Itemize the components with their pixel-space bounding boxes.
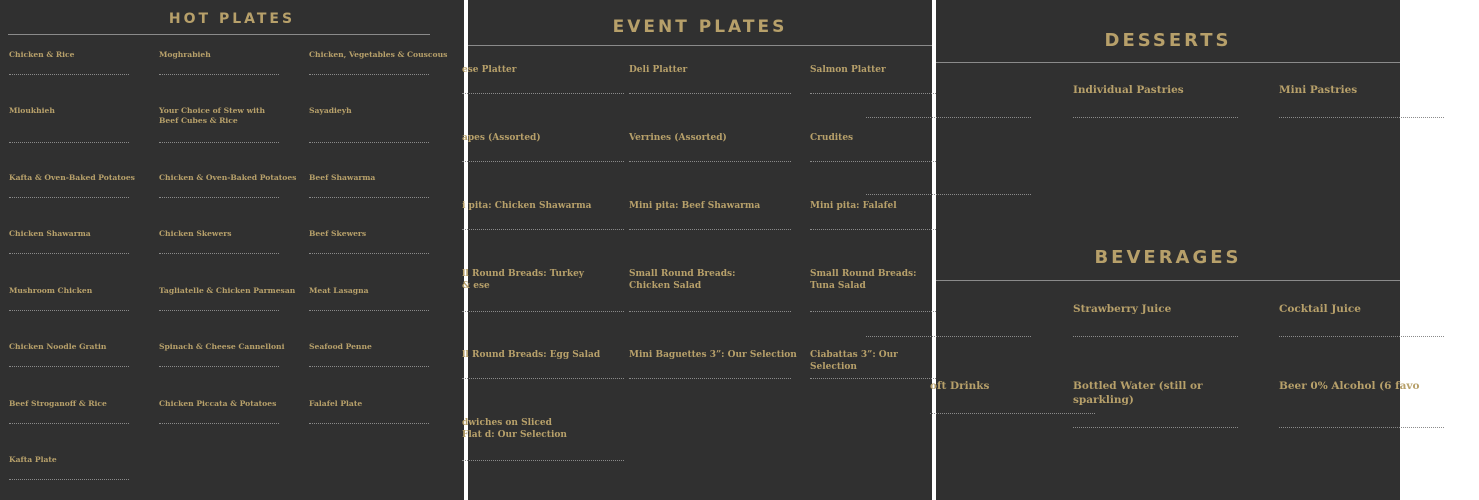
menu-item-label: Salmon Platter (810, 65, 886, 75)
menu-item (9, 106, 149, 116)
dotted-line (629, 161, 791, 162)
menu-item (9, 286, 149, 296)
dotted-line (9, 253, 129, 254)
hot-plates-divider (8, 34, 430, 35)
dotted-line (462, 161, 624, 162)
menu-item (9, 455, 149, 465)
menu-item (9, 50, 149, 60)
menu-item (309, 286, 449, 296)
dotted-line (159, 253, 279, 254)
menu-item-label: Beef Skewers (309, 229, 367, 238)
menu-item (159, 286, 299, 296)
dotted-line (462, 229, 624, 230)
menu-item-label: Ciabattas 3”: Our Selection (810, 350, 898, 373)
desserts-heading: DESSERTS (1104, 30, 1232, 51)
desserts-beverages-panel (930, 0, 1420, 500)
dotted-line (930, 413, 1095, 414)
dotted-line (866, 117, 1031, 118)
menu-item (462, 64, 632, 76)
hot-plates-heading: HOT PLATES (168, 11, 296, 27)
menu-item (309, 106, 449, 116)
menu-item-label: Cocktail Juice (1279, 303, 1361, 315)
menu-item (629, 200, 799, 212)
menu-item-label: Beef Stroganoff & Rice (9, 399, 107, 408)
dotted-line (159, 310, 279, 311)
menu-item-label: Verrines (Assorted) (629, 133, 727, 143)
dotted-line (1279, 336, 1444, 337)
menu-item-label: Moghrabieh (159, 50, 211, 59)
beverages-divider (936, 280, 1400, 281)
menu-item-label: Chicken Piccata & Potatoes (159, 399, 277, 408)
dotted-line (9, 366, 129, 367)
dotted-line (1279, 427, 1444, 428)
menu-item-label: Sayadieyh (309, 106, 352, 115)
menu-item-label: Falafel Plate (309, 399, 363, 408)
dotted-line (159, 366, 279, 367)
menu-item (462, 349, 632, 361)
menu-item (1279, 379, 1479, 393)
menu-item-label: Individual Pastries (1073, 84, 1184, 96)
menu-item-label: dwiches on Sliced Flat d: Our Selection (462, 418, 567, 441)
dotted-line (629, 93, 791, 94)
menu-item-label: oft Drinks (930, 380, 990, 392)
menu-item (1073, 302, 1273, 316)
event-plates-divider (468, 45, 932, 46)
menu-item-label: Chicken Noodle Gratin (9, 342, 107, 351)
beverages-heading: BEVERAGES (1094, 247, 1242, 268)
menu-item (159, 342, 299, 352)
menu-item (9, 342, 149, 352)
menu-item (462, 417, 572, 441)
dotted-line (309, 366, 429, 367)
menu-item-label: Mini pita: Falafel (810, 201, 897, 211)
menu-item (810, 349, 935, 373)
menu-item (309, 229, 449, 239)
menu-item-label: Meat Lasagna (309, 286, 369, 295)
dotted-line (462, 378, 624, 379)
menu-item (462, 268, 592, 292)
menu-item-label: Bottled Water (still or sparkling) (1073, 380, 1203, 407)
menu-item-label: Mini Baguettes 3”: Our Selection (629, 350, 797, 360)
menu-item (462, 132, 632, 144)
menu-item (1279, 83, 1479, 97)
menu-item-label: Chicken Shawarma (9, 229, 91, 238)
dotted-line (9, 310, 129, 311)
dotted-line (9, 479, 129, 480)
dotted-line (309, 253, 429, 254)
dotted-line (462, 311, 624, 312)
menu-item-label: Beef Shawarma (309, 173, 376, 182)
dotted-line (9, 423, 129, 424)
menu-item (309, 173, 449, 183)
menu-item (629, 132, 799, 144)
menu-item (810, 268, 935, 292)
menu-item (629, 349, 799, 361)
dotted-line (462, 93, 624, 94)
dotted-line (1279, 117, 1444, 118)
menu-item-label: Deli Platter (629, 65, 688, 75)
dotted-line (159, 142, 279, 143)
menu-item-label: Your Choice of Stew with Beef Cubes & Rice (159, 106, 266, 126)
menu-item (309, 342, 449, 352)
dotted-line (1073, 117, 1238, 118)
menu-item (1279, 302, 1479, 316)
menu-item-label: Beer 0% Alcohol (6 favo (1279, 380, 1420, 392)
menu-item-label: Mloukhieh (9, 106, 55, 115)
menu-item-label: Kafta & Oven-Baked Potatoes (9, 173, 135, 182)
menu-item-label: Chicken Skewers (159, 229, 232, 238)
menu-item-label: ll Round Breads: Egg Salad (462, 350, 601, 360)
menu-item (9, 229, 149, 239)
menu-item-label: i pita: Chicken Shawarma (462, 201, 592, 211)
menu-item (1073, 379, 1213, 407)
menu-item-label: Tagliatelle & Chicken Parmesan (159, 286, 296, 295)
menu-item-label: Small Round Breads: Chicken Salad (629, 269, 736, 292)
dotted-line (1073, 336, 1238, 337)
menu-item-label: Strawberry Juice (1073, 303, 1172, 315)
dotted-line (462, 460, 624, 461)
menu-item-label: Mini pita: Beef Shawarma (629, 201, 761, 211)
menu-item (159, 229, 299, 239)
dotted-line (309, 423, 429, 424)
dotted-line (9, 197, 129, 198)
event-plates-panel (462, 0, 932, 500)
dotted-line (159, 197, 279, 198)
menu-item-label: Chicken, Vegetables & Couscous (309, 50, 448, 59)
menu-item-label: Mushroom Chicken (9, 286, 93, 295)
menu-item (629, 268, 779, 292)
menu-item-label: Chicken & Rice (9, 50, 75, 59)
dotted-line (159, 74, 279, 75)
dotted-line (159, 423, 279, 424)
desserts-divider (936, 62, 1400, 63)
dotted-line (629, 229, 791, 230)
menu-item-label: Chicken & Oven-Baked Potatoes (159, 173, 297, 182)
menu-item-label: apes (Assorted) (462, 133, 541, 143)
menu-item (9, 399, 149, 409)
dotted-line (9, 142, 129, 143)
event-plates-heading: EVENT PLATES (612, 17, 788, 37)
menu-item (159, 399, 299, 409)
menu-item (159, 106, 284, 127)
hot-plates-panel (0, 0, 464, 500)
menu-item-label: Seafood Penne (309, 342, 372, 351)
dotted-line (309, 197, 429, 198)
dotted-line (309, 310, 429, 311)
menu-item (1073, 83, 1273, 97)
menu-item (629, 64, 799, 76)
menu-item (309, 399, 449, 409)
menu-item-label: Mini Pastries (1279, 84, 1358, 96)
menu-item (309, 50, 459, 60)
menu-item-label: Spinach & Cheese Cannelloni (159, 342, 285, 351)
menu-item (462, 200, 632, 212)
menu-item-label: ll Round Breads: Turkey & ese (462, 269, 585, 292)
menu-item (9, 173, 149, 183)
menu-item-label: Small Round Breads: Tuna Salad (810, 269, 917, 292)
menu-item (159, 173, 299, 183)
dotted-line (309, 74, 429, 75)
dotted-line (866, 336, 1031, 337)
menu-item-label: Kafta Plate (9, 455, 57, 464)
menu-item (159, 50, 299, 60)
dotted-line (629, 311, 791, 312)
dotted-line (1073, 427, 1238, 428)
dotted-line (309, 142, 429, 143)
dotted-line (9, 74, 129, 75)
dotted-line (629, 378, 791, 379)
dotted-line (866, 194, 1031, 195)
menu-item-label: Crudites (810, 133, 854, 143)
menu-item-label: ese Platter (462, 65, 517, 75)
